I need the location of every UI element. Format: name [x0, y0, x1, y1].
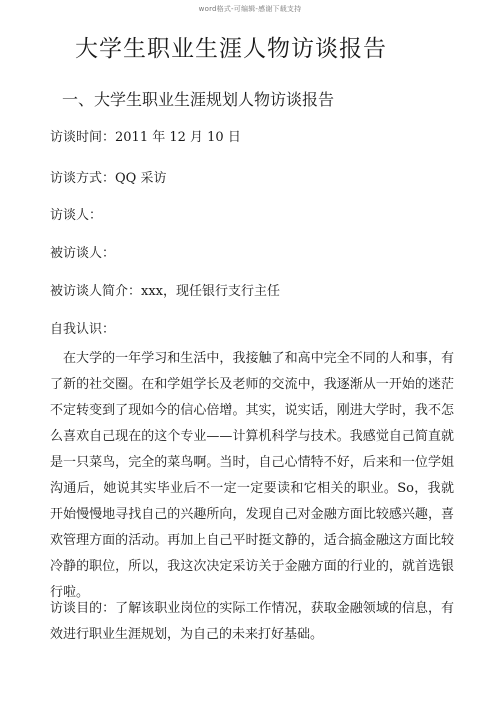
- section-heading: 一、大学生职业生涯规划人物访谈报告: [62, 90, 335, 109]
- interviewee-field: 被访谈人：: [50, 246, 116, 261]
- interviewee-intro-field: 被访谈人简介：xxx，现任银行支行主任: [50, 284, 280, 299]
- interview-time-field: 访谈时间：2011 年 12 月 10 日: [50, 130, 241, 145]
- document-title: 大学生职业生涯人物访谈报告: [75, 36, 387, 62]
- self-awareness-paragraph: [50, 346, 454, 606]
- interviewer-field: 访谈人：: [50, 208, 103, 223]
- self-awareness-text: 在大学的一年学习和生活中，我接触了和高中完全不同的人和事，有了新的社交圈。在和学姐学长及老师的交流中，我逐渐从一开始的迷茫不定转变到了现如今的信心倍增。其实，说实话，刚进大学时，我不怎么喜欢自己现在的这个专业——计算机科学与技术。我感觉自己简直就是一只菜鸟，完全的菜鸟啊。当时，自己心情特不好，后来和一位学姐沟通后，她说其实毕业后不一定一定要读和它相关的职业。So，我就开始慢慢地寻找自己的兴趣所向，发现自己对金融方面比较感兴趣，喜欢管理方面的活动。再加上自己平时挺文静的，适合搞金融这方面比较冷静的职位，所以，我这次决定采访关于金融方面的行业的，就首选银行啦。: [50, 351, 454, 600]
- purpose-paragraph: [50, 596, 454, 648]
- interview-method-field: 访谈方式：QQ 采访: [50, 171, 167, 186]
- header-watermark: word格式-可编辑-感谢下载支持: [198, 5, 302, 13]
- self-awareness-heading: 自我认识：: [50, 322, 116, 337]
- purpose-text: 访谈目的：了解该职业岗位的实际工作情况，获取金融领域的信息，有效进行职业生涯规划，为自己的未来打好基础。: [50, 601, 454, 642]
